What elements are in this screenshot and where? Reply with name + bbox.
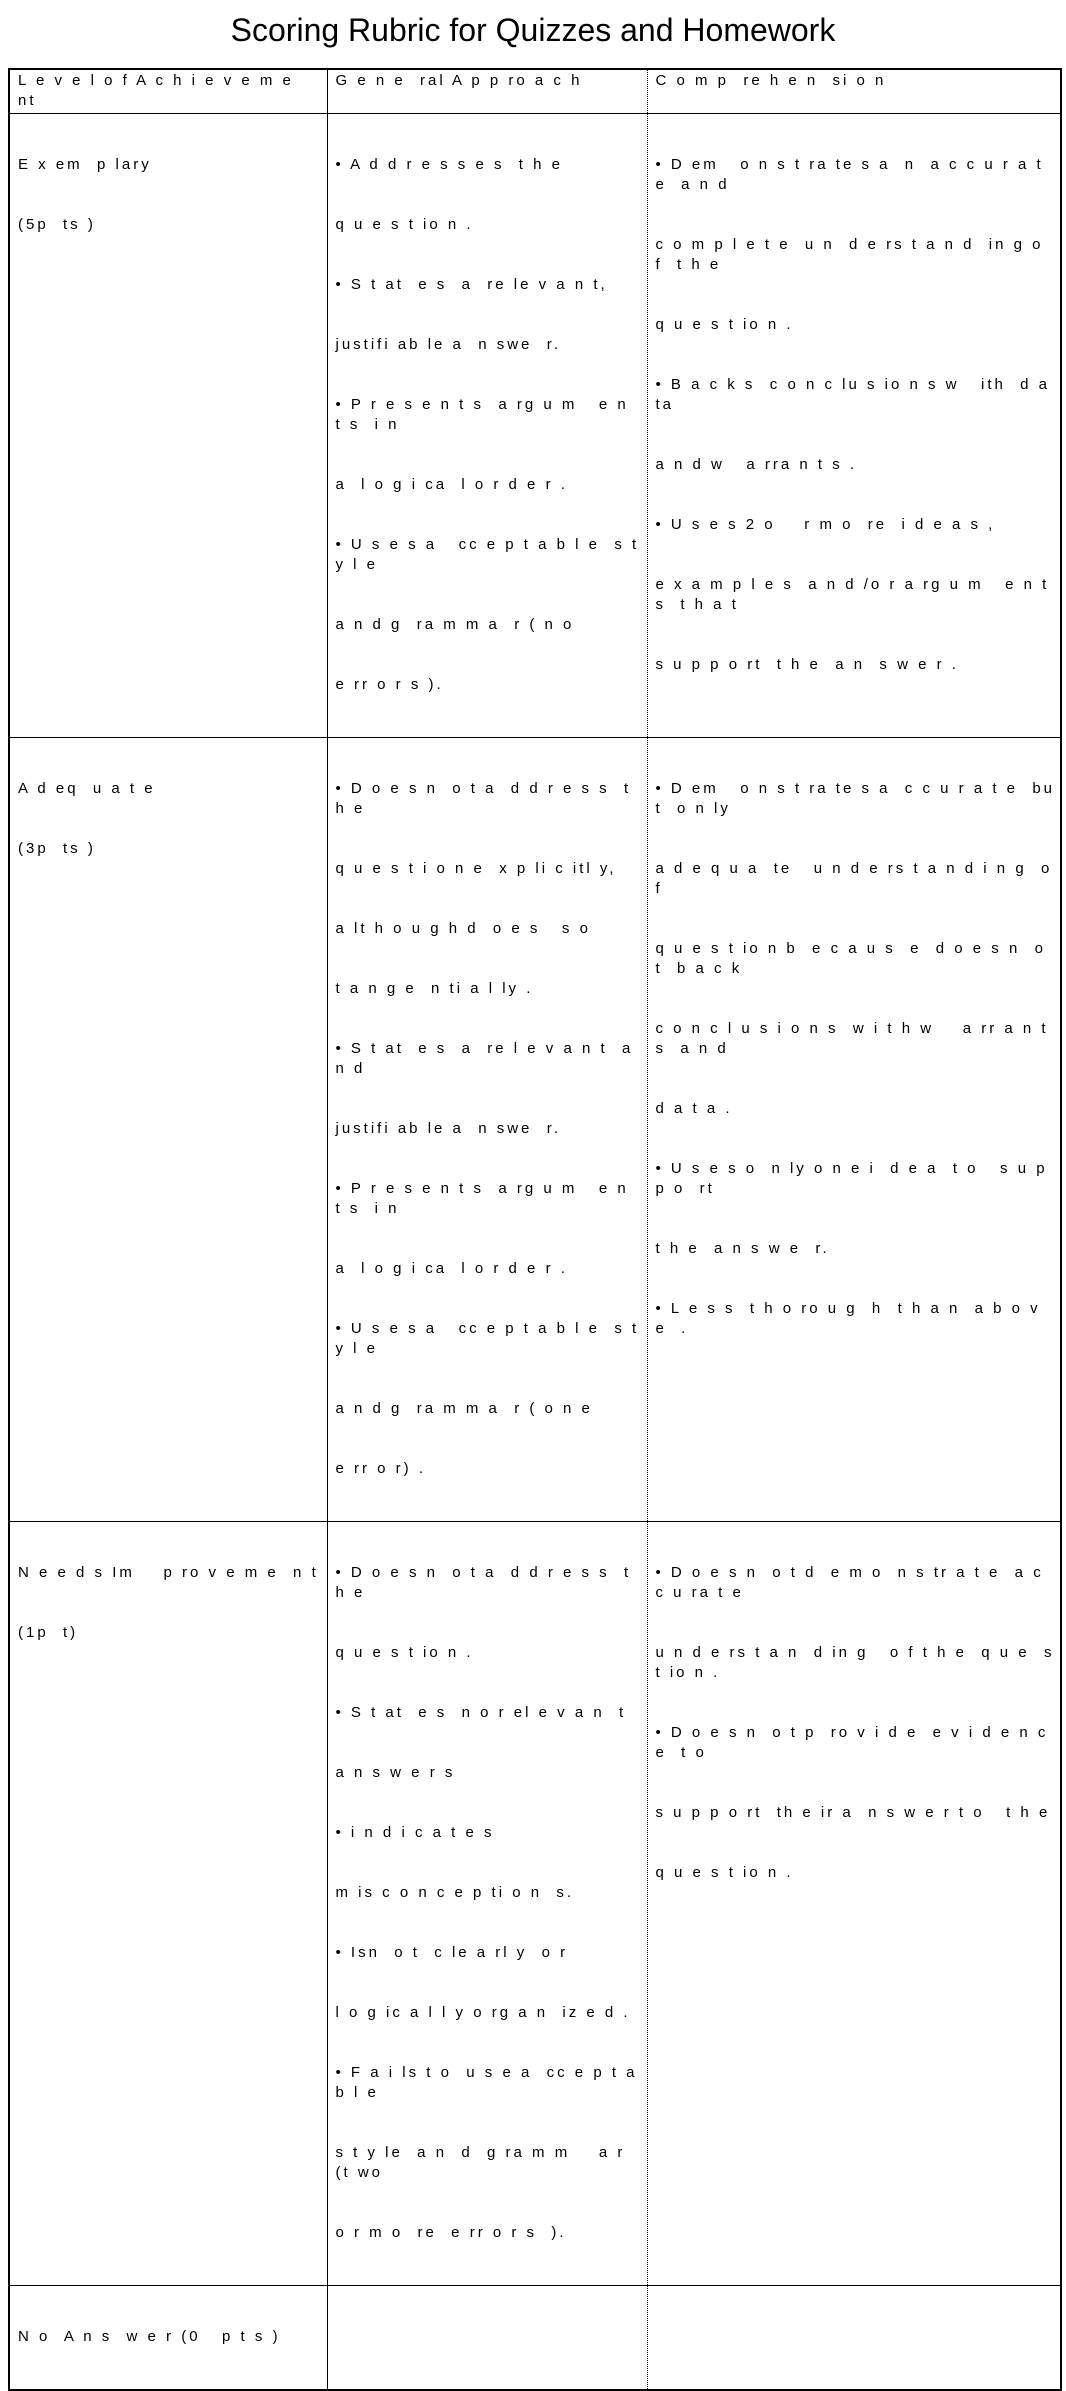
approach-line: a l o g i ca l o r d e r . <box>335 476 568 493</box>
level-name: N o A n s w e r (0 p t s ) <box>18 2328 281 2345</box>
level-cell <box>9 2286 327 2391</box>
approach-line: • P r e s e n t s a rg u m e n t s i n <box>335 1180 636 1217</box>
approach-line: e rr o r) . <box>335 1460 427 1477</box>
comprehension-cell <box>647 1522 1061 2286</box>
approach-line: • F a i ls t o u s e a cc e p t a b l e <box>335 2064 645 2101</box>
table-header-row <box>9 69 1061 114</box>
comprehension-line: • L e s s t h o ro u g h t h a n a b o v e . <box>655 1300 1048 1337</box>
comprehension-line: q u e s t io n b e c a u s e d o e s n o t b a c k <box>655 940 1054 977</box>
comprehension-line: a n d w a rra n t s . <box>655 456 858 473</box>
approach-line: • i n d i c a t e s <box>335 1824 495 1841</box>
table-row <box>9 1522 1061 2286</box>
comprehension-line: q u e s t io n . <box>655 1864 794 1881</box>
comprehension-line: s u p p o rt t h e a n s w e r . <box>655 656 959 673</box>
level-cell <box>9 738 327 1522</box>
comprehension-line: a d e q u a te u n d e rs t a n d i n g o f <box>655 860 1060 897</box>
approach-line: • D o e s n o t a d d r e s s t h e <box>335 1564 639 1601</box>
approach-cell <box>327 114 647 738</box>
approach-line: t a n g e n ti a l ly . <box>335 980 534 997</box>
level-name: N e e d s Im p ro v e m e n t <box>18 1564 319 1581</box>
level-name: E x em p lary <box>18 156 152 173</box>
comprehension-line: s u p p o rt th e ir a n s w e r t o t h e <box>655 1804 1051 1821</box>
approach-line: • D o e s n o t a d d r e s s t h e <box>335 780 639 817</box>
approach-line: e rr o r s ). <box>335 676 444 693</box>
page-title: Scoring Rubric for Quizzes and Homework <box>230 12 836 48</box>
level-points: (5p ts ) <box>18 216 96 233</box>
comprehension-line: • U s e s o n ly o n e i d e a t o s u p p o rt <box>655 1160 1055 1197</box>
level-cell <box>9 114 327 738</box>
column-header-comprehension: C o m p re h e n si o n <box>647 69 1061 114</box>
approach-line: l o g ic a l l y o rg a n iz e d . <box>335 2004 631 2021</box>
comprehension-line: c o m p l e t e u n d e rs t a n d in g o f t h e <box>655 236 1058 273</box>
approach-line: • S t at e s n o r el e v a n t <box>335 1704 627 1721</box>
approach-line: a lt h o u g h d o e s s o <box>335 920 591 937</box>
approach-line: • U s e s a cc e p t a b l e s t y l e <box>335 536 647 573</box>
level-name: A d eq u a t e <box>18 780 156 797</box>
level-cell <box>9 1522 327 2286</box>
approach-line: justifi ab le a n swe r. <box>335 336 562 353</box>
table-row <box>9 2286 1061 2391</box>
approach-line: a n s w e r s <box>335 1764 456 1781</box>
approach-line: m is c o n c e p ti o n s. <box>335 1884 575 1901</box>
comprehension-line: • D o e s n o t p ro v i d e e v i d e n c e t o <box>655 1724 1056 1761</box>
approach-line: justifi ab le a n swe r. <box>335 1120 562 1137</box>
approach-line: a n d g ra m m a r ( n o <box>335 616 575 633</box>
approach-line: a n d g ra m m a r ( o n e <box>335 1400 593 1417</box>
approach-line: o r m o re e rr o r s ). <box>335 2224 567 2241</box>
approach-cell <box>327 1522 647 2286</box>
comprehension-line: • D o e s n o t d e m o n s tr a t e a c c u ra t e <box>655 1564 1051 1601</box>
approach-line: • A d d r e s s e s t h e <box>335 156 563 173</box>
comprehension-line: t h e a n s w e r. <box>655 1240 830 1257</box>
comprehension-line: • B a c k s c o n c lu s io n s w ith d a ta <box>655 376 1065 413</box>
comprehension-line: q u e s t io n . <box>655 316 794 333</box>
approach-line: • U s e s a cc e p t a b l e s t y l e <box>335 1320 647 1357</box>
comprehension-line: • D em o n s t ra te s a c c u r a t e bu t o n ly <box>655 780 1063 817</box>
approach-line: • Isn o t c le a rl y o r <box>335 1944 569 1961</box>
column-header-approach: G e n e ral A p p ro a c h <box>327 69 647 114</box>
comprehension-line: u n d e rs t a n d in g o f t h e q u e s t io n . <box>655 1644 1062 1681</box>
approach-line: a l o g i ca l o r d e r . <box>335 1260 568 1277</box>
comprehension-cell <box>647 738 1061 1522</box>
comprehension-line: • U s e s 2 o r m o re i d e a s , <box>655 516 996 533</box>
table-row <box>9 114 1061 738</box>
level-points: (1p t) <box>18 1624 79 1641</box>
approach-line: s t y le a n d g ra m m a r (t wo <box>335 2144 640 2181</box>
comprehension-line: d a t a . <box>655 1100 733 1117</box>
approach-line: q u e s t io n . <box>335 1644 474 1661</box>
approach-line: q u e s t i o n e x p li c itl y, <box>335 860 617 877</box>
comprehension-line: e x a m p l e s a n d /o r a rg u m e n t s t h a t <box>655 576 1057 613</box>
comprehension-line: c o n c l u s i o n s w i t h w a rr a n t s a n d <box>655 1020 1056 1057</box>
approach-line: q u e s t io n . <box>335 216 474 233</box>
column-header-level: L e v e l o f A c h i e v e m e nt <box>9 69 327 114</box>
approach-cell <box>327 738 647 1522</box>
comprehension-cell <box>647 2286 1061 2391</box>
rubric-table <box>8 68 1065 2391</box>
level-points: (3p ts ) <box>18 840 96 857</box>
comprehension-line: • D em o n s t ra te s a n a c c u r a t e a n d <box>655 156 1051 193</box>
approach-line: • S t at e s a re l e v a n t a n d <box>335 1040 641 1077</box>
approach-line: • P r e s e n t s a rg u m e n t s i n <box>335 396 636 433</box>
comprehension-cell <box>647 114 1065 738</box>
approach-cell <box>327 2286 647 2391</box>
table-row <box>9 738 1061 1522</box>
approach-line: • S t at e s a re le v a n t, <box>335 276 608 293</box>
